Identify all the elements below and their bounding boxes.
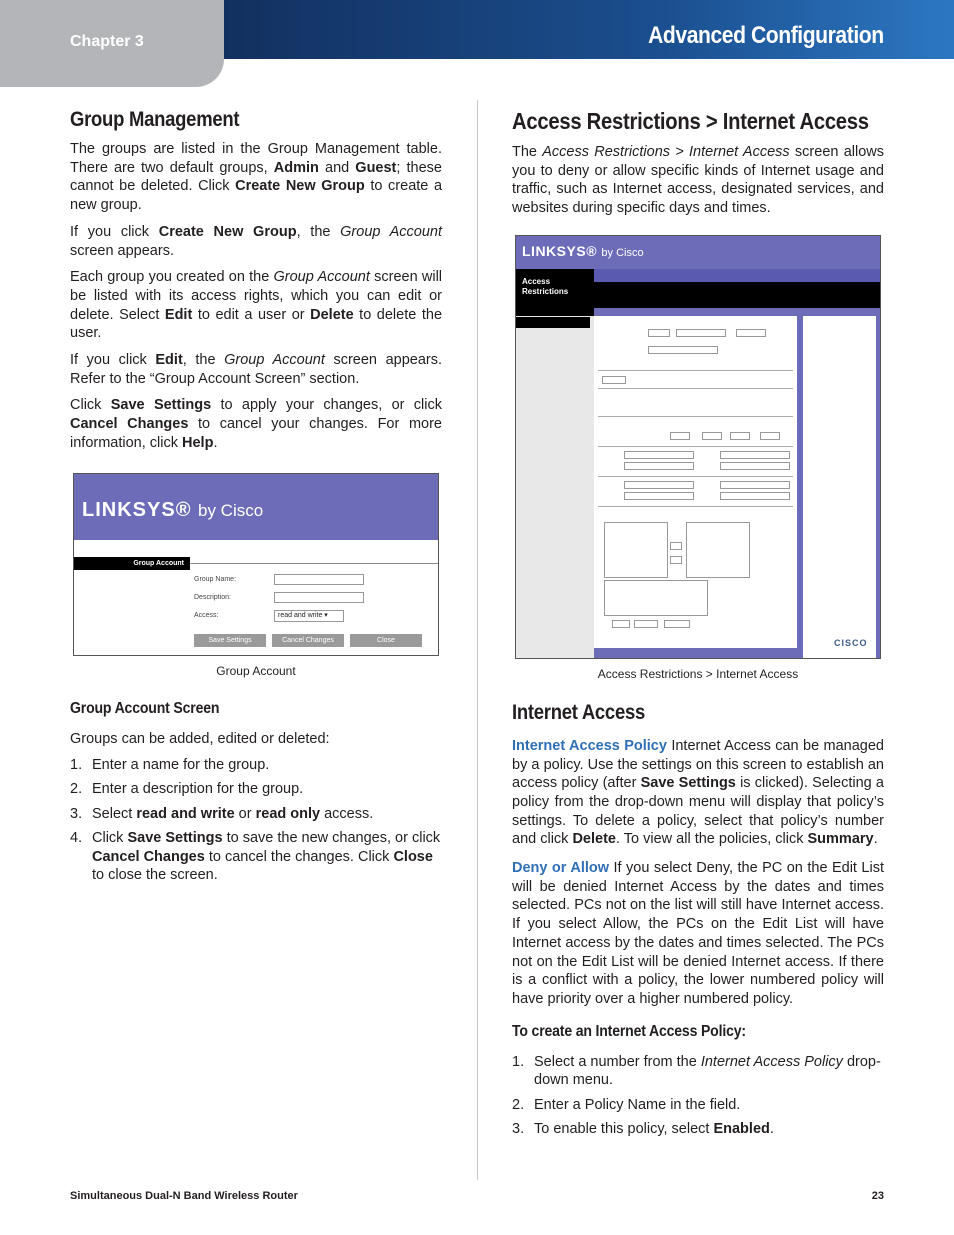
- divider: [598, 388, 793, 389]
- description-label: Description:: [194, 593, 231, 601]
- description-field[interactable]: [274, 592, 364, 603]
- nav-tabs: [594, 282, 881, 308]
- create-policy-heading: To create an Internet Access Policy:: [512, 1022, 746, 1040]
- list-item: 2. Enter a description for the group.: [70, 781, 304, 798]
- section-label: Access Restrictions: [522, 276, 569, 296]
- add-button[interactable]: [612, 620, 630, 628]
- left-column: [70, 108, 442, 890]
- divider: [598, 506, 793, 507]
- list-item: 1. Select a number from the Internet Access Policy drop-down menu.: [512, 1053, 881, 1089]
- access-select[interactable]: read and write ▾: [274, 610, 344, 622]
- time-select[interactable]: [760, 432, 780, 440]
- policy-name-field[interactable]: [648, 346, 718, 354]
- policy-select[interactable]: [648, 329, 670, 337]
- list-item: 3. Select read and write or read only access.: [70, 805, 374, 822]
- applications-list[interactable]: [604, 522, 668, 578]
- cisco-logo: CISCO: [834, 637, 868, 648]
- nav-bar: [594, 269, 881, 282]
- url-field[interactable]: [720, 462, 790, 470]
- paragraph: Click Save Settings to apply your changes, or click Cancel Changes to cancel your changes. For more information, click Help.: [70, 397, 442, 451]
- time-select[interactable]: [702, 432, 722, 440]
- blocked-list[interactable]: [686, 522, 750, 578]
- keyword-field[interactable]: [624, 481, 694, 489]
- group-management-heading: Group Management: [70, 108, 240, 131]
- modify-button[interactable]: [634, 620, 658, 628]
- group-name-field[interactable]: [274, 574, 364, 585]
- steps-list: [512, 1053, 884, 1139]
- chapter-tab: [0, 0, 224, 87]
- close-button[interactable]: Close: [350, 634, 422, 647]
- paragraph: Deny or Allow If you select Deny, the PC on the Edit List will be denied Internet Access by the dates and times selected. PCs not on the list will still have Internet access. If you select Allow, the PCs on the Edit List will have Internet access by the dates and times selected. The PCs not on the Edit List will be denied Internet access. If there is a conflict with a policy, the lower numbered policy will have priority over a higher numbered policy.: [512, 860, 884, 1007]
- time-select[interactable]: [730, 432, 750, 440]
- chapter-label: Chapter 3: [70, 33, 144, 50]
- divider: [598, 476, 793, 477]
- help-panel: [797, 316, 881, 659]
- linksys-banner: [516, 236, 881, 269]
- paragraph: Each group you created on the Group Account screen will be listed with its access rights, which you can edit or delete. Select Edit to edit a user or Delete to delete the user.: [70, 269, 443, 342]
- url-field[interactable]: [624, 451, 694, 459]
- right-column: [512, 108, 884, 1144]
- divider: [598, 446, 793, 447]
- access-restrictions-heading: Access Restrictions > Internet Access: [512, 108, 869, 134]
- time-select[interactable]: [670, 432, 690, 440]
- page-number: 23: [871, 1190, 884, 1202]
- cancel-changes-button[interactable]: Cancel Changes: [272, 634, 344, 647]
- section-label: Group Account: [74, 557, 190, 570]
- delete-button[interactable]: [664, 620, 690, 628]
- internet-access-heading: Internet Access: [512, 700, 645, 724]
- group-account-screen-heading: Group Account Screen: [70, 699, 220, 717]
- paragraph: If you click Create New Group, the Group Account screen appears.: [70, 223, 443, 259]
- list-item: 1. Enter a name for the group.: [70, 757, 270, 774]
- paragraph: Internet Access Policy Internet Access can be managed by a policy. Use the settings on this screen to establish an access policy (after Save Settings is clicked). Selecting a policy from the drop-down menu will display that policy’s settings. To delete a policy, select that policy’s number and click Delete. To view all the policies, click Summary.: [512, 737, 884, 848]
- sub-nav: [594, 308, 881, 316]
- url-field[interactable]: [624, 462, 694, 470]
- figure-caption: Access Restrictions > Internet Access: [597, 666, 799, 681]
- divider: [598, 370, 793, 371]
- url-field[interactable]: [720, 451, 790, 459]
- sidebar: [516, 316, 594, 659]
- sidebar-heading: [516, 317, 590, 328]
- list-item: 4. Click Save Settings to save the new changes, or click Cancel Changes to cancel the changes. Click Close to close the screen.: [70, 829, 441, 884]
- divider: [190, 563, 439, 564]
- column-divider: [477, 100, 478, 1180]
- paragraph: If you click Edit, the Group Account screen appears. Refer to the “Group Account Screen” section.: [70, 352, 443, 387]
- summary-button[interactable]: [736, 329, 766, 337]
- paragraph: The Access Restrictions > Internet Access screen allows you to deny or allow specific kinds of Internet usage and traffic, such as Internet access, designated services, and websites during specific days and times.: [512, 144, 885, 217]
- keyword-field[interactable]: [720, 492, 790, 500]
- list-item: 2. Enter a Policy Name in the field.: [512, 1096, 741, 1113]
- access-label: Access:: [194, 611, 219, 619]
- header-banner: [224, 0, 954, 59]
- keyword-field[interactable]: [624, 492, 694, 500]
- internet-access-screenshot: [515, 235, 881, 659]
- edit-list-button[interactable]: [602, 376, 626, 384]
- divider: [598, 416, 793, 417]
- figure-caption: Group Account: [216, 663, 296, 678]
- add-arrow-button[interactable]: [670, 542, 682, 550]
- list-item: 3. To enable this policy, select Enabled.: [512, 1120, 774, 1137]
- page-title: Advanced Configuration: [648, 22, 884, 49]
- paragraph: The groups are listed in the Group Management table. There are two default groups, Admin and Guest; these cannot be deleted. Click Create New Group to create a new group.: [70, 141, 443, 214]
- delete-policy-button[interactable]: [676, 329, 726, 337]
- save-settings-button[interactable]: Save Settings: [194, 634, 266, 647]
- application-editor[interactable]: [604, 580, 708, 616]
- keyword-field[interactable]: [720, 481, 790, 489]
- footer-product: Simultaneous Dual-N Band Wireless Router: [70, 1190, 298, 1202]
- linksys-logo: LINKSYS® by Cisco: [522, 242, 644, 259]
- linksys-logo: LINKSYS® by Cisco: [82, 498, 264, 521]
- steps-list: [70, 756, 442, 885]
- group-account-screenshot: [73, 473, 439, 656]
- paragraph: Groups can be added, edited or deleted:: [70, 730, 330, 747]
- remove-arrow-button[interactable]: [670, 556, 682, 564]
- action-bar: [594, 648, 797, 659]
- group-name-label: Group Name:: [194, 575, 237, 583]
